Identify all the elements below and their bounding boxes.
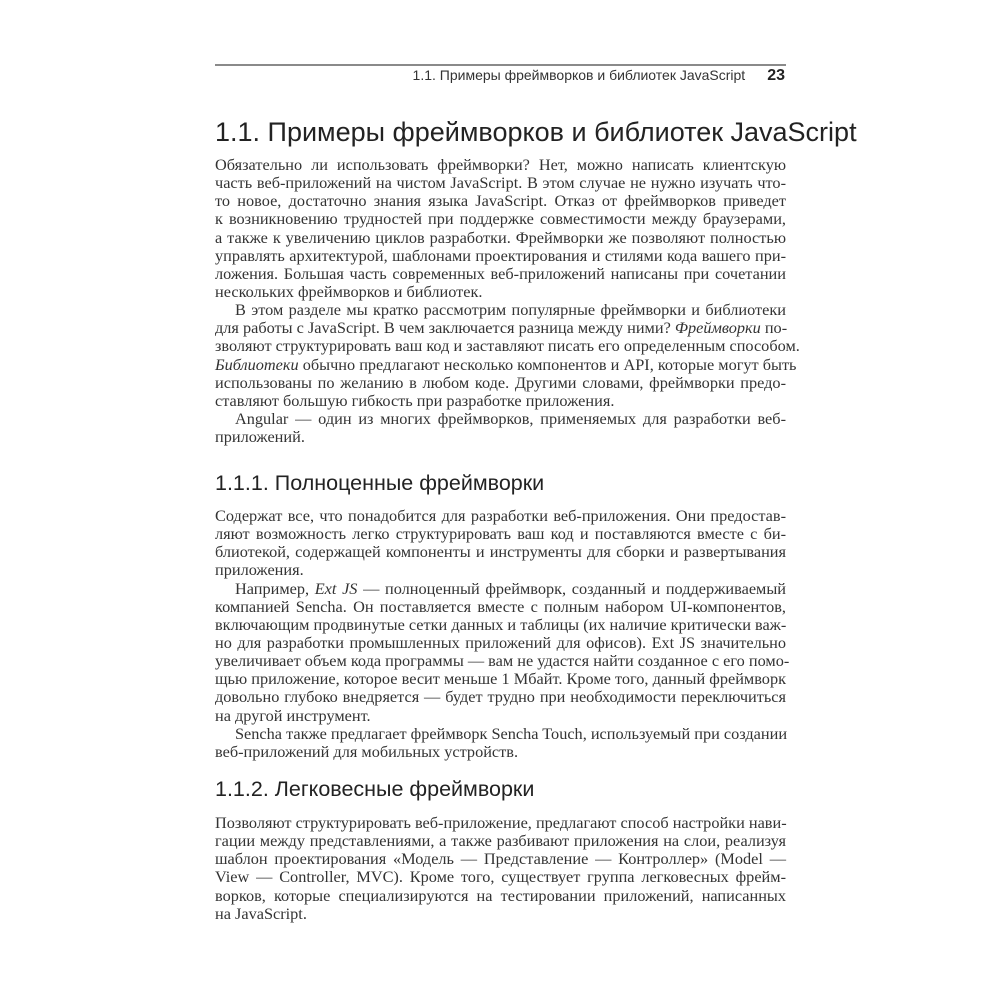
running-title: 1.1. Примеры фреймворков и библиотек JavaScript [412,67,746,83]
text-line: ворков, которые специализируются на тестировании приложений, написанных [215,885,786,905]
text-line: шаблон проектирования «Модель — Представление — Контроллер» (Model — [215,849,786,869]
section-1-1-body [215,155,800,447]
text-segment: для работы с JavaScript. В чем заключается разница между ними? [215,318,675,338]
text-line: Обязательно ли использовать фреймворки? Нет, можно написать клиентскую [215,155,786,174]
text-line [215,580,786,598]
section-1-1-2-body [215,814,786,923]
text-line: ляют возможность легко структурировать ваш код и поставляются вместе с би- [215,524,786,544]
page-number: 23 [767,67,785,84]
text-line: увеличивает объем кода программы — вам не удастся найти созданное с его помо- [215,651,790,671]
text-segment: обычно предлагают несколько компонентов и API, которые могут быть [298,354,797,374]
text-segment: по- [760,318,788,338]
text-line: но для разработки промышленных приложений для офисов). Ext JS значительно [215,632,786,652]
text-line [215,354,797,374]
text-line: использованы по желанию в любом коде. Другими словами, фреймворки предо- [215,372,786,392]
text-line: компанией Sencha. Он поставляется вместе с полным набором UI-компонентов, [215,596,786,616]
text-line: приложения. [215,560,304,580]
text-line: блиотекой, содержащей компоненты и инструменты для сборки и развертывания [215,542,786,562]
text-line [215,319,786,337]
text-line: на JavaScript. [215,903,307,923]
emphasis-libraries: Библиотеки [215,354,299,374]
text-line: Содержат все, что понадобится для разработки веб-приложения. Они предостав- [215,506,786,525]
text-line: управлять архитектурой, шаблонами проектирования и стилями кода вашего при- [215,245,786,265]
text-line: на другой инструмент. [215,705,371,725]
text-line: а также к увеличению циклов разработки. Фреймворки же позволяют полностью [215,227,786,247]
text-line: Sencha также предлагает фреймворк Sencha Touch, используемый при создании [235,723,788,743]
text-line: нескольких фреймворков и библиотек. [215,281,483,301]
text-line: View — Controller, MVC). Кроме того, существует группа легковесных фрейм- [215,867,786,887]
text-line: зволяют структурировать ваш код и заставляют писать его определенным способом. [215,336,800,356]
section-title-1-1-2: 1.1.2. Легковесные фреймворки [215,777,535,801]
text-line: включающим продвинутые сетки данных и таблицы (их наличие критически важ- [215,614,787,634]
text-segment: Например, [235,578,315,598]
emphasis-frameworks: Фреймворки [674,318,761,338]
text-line: Angular — один из многих фреймворков, применяемых для разработки веб- [235,408,786,428]
emphasis-extjs: Ext JS [314,578,358,598]
text-line: часть веб-приложений на чистом JavaScript. В этом случае не нужно изучать что- [215,173,786,193]
text-line: щью приложение, которое весит меньше 1 Мбайт. Кроме того, данный фреймворк [215,669,786,689]
text-line: веб-приложений для мобильных устройств. [215,741,519,761]
text-line: ложения. Большая часть современных веб-приложений написаны при сочетании [215,263,786,283]
text-line: В этом разделе мы кратко рассмотрим популярные фреймворки и библиотеки [235,300,786,320]
section-title-1-1: 1.1. Примеры фреймворков и библиотек JavaScript [215,117,857,147]
text-line: приложений. [215,427,305,447]
text-line: ставляют большую гибкость при разработке приложения. [215,390,615,410]
section-1-1-1-body [215,506,790,761]
text-line: гации между представлениями, а также разбивают приложения на слои, реализуя [215,831,786,851]
text-line: то новое, достаточно знания языка JavaScript. Отказ от фреймворков приведет [215,191,786,211]
text-line: Позволяют структурировать веб-приложение, предлагают способ настройки нави- [215,813,787,832]
text-segment: — полноценный фреймворк, созданный и поддерживаемый [357,578,786,598]
text-line: к возникновению трудностей при поддержке совместимости между браузерами, [215,209,786,229]
text-line: довольно глубоко внедряется — будет трудно при необходимости переключиться [215,687,786,707]
section-title-1-1-1: 1.1.1. Полноценные фреймворки [215,471,545,495]
running-header [413,66,785,85]
